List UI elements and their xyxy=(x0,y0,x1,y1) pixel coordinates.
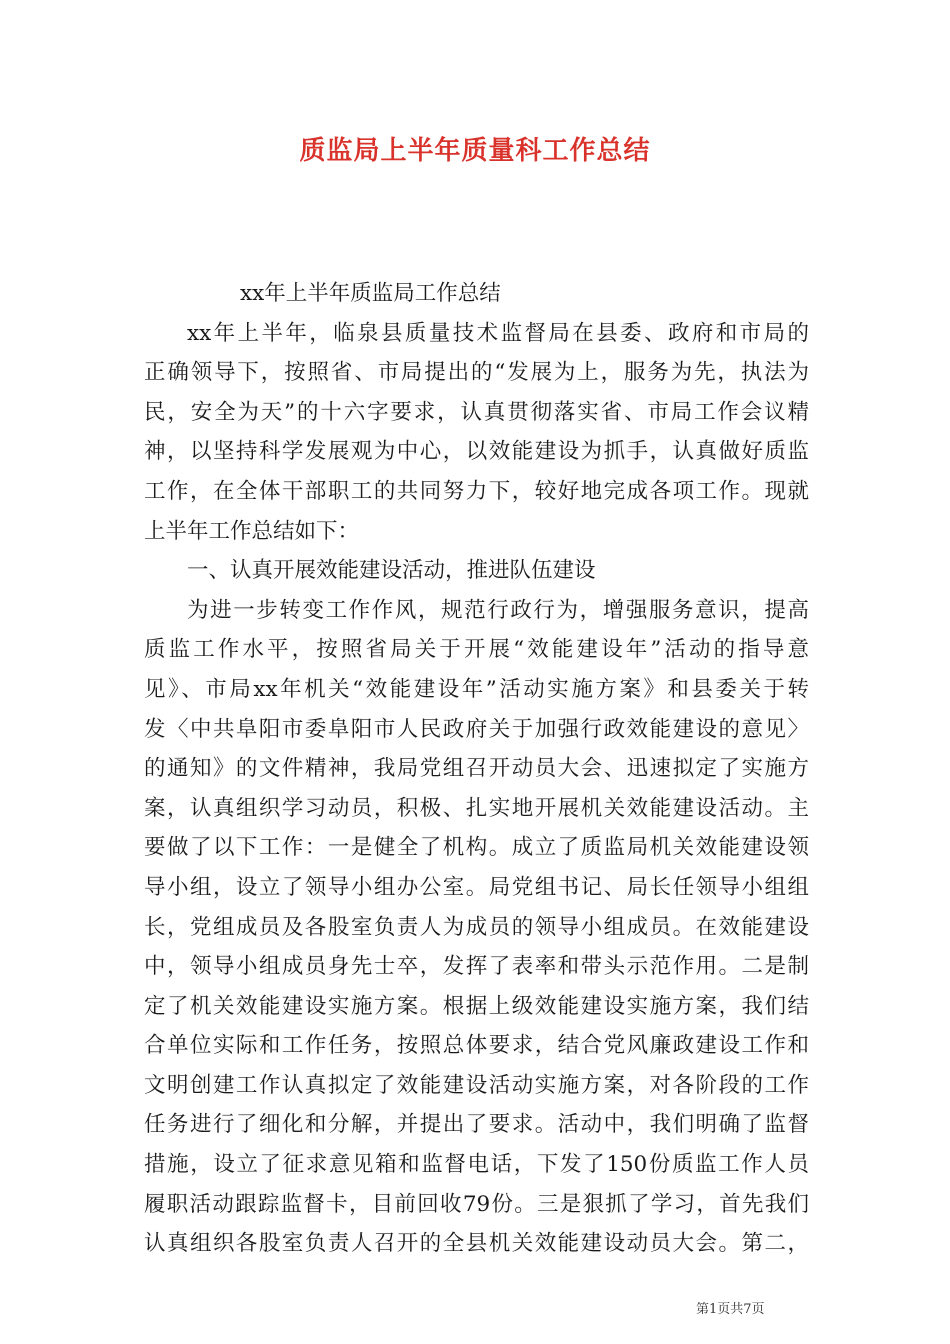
document-body xyxy=(144,274,809,1264)
paragraph-line: 工作，在全体干部职工的共同努力下，较好地完成各项工作。现就 xyxy=(144,478,809,504)
paragraph-line: 质监工作水平，按照省局关于开展“效能建设年”活动的指导意 xyxy=(144,637,809,663)
paragraph-line: 认真组织各股室负责人召开的全县机关效能建设动员大会。第二， xyxy=(144,1231,809,1257)
paragraph-line: 的通知》的文件精神，我局党组召开动员大会、迅速拟定了实施方 xyxy=(144,756,809,782)
paragraph-line: 民，安全为天”的十六字要求，认真贯彻落实省、市局工作会议精 xyxy=(144,399,809,425)
paragraph-line: 为进一步转变工作作风，规范行政行为，增强服务意识，提高 xyxy=(187,597,809,623)
paragraph-line: 定了机关效能建设实施方案。根据上级效能建设实施方案，我们结 xyxy=(144,993,809,1019)
paragraph-line: 履职活动跟踪监督卡，目前回收79份。三是狠抓了学习，首先我们 xyxy=(144,1191,809,1217)
paragraph-line: 长，党组成员及各股室负责人为成员的领导小组成员。在效能建设 xyxy=(144,914,809,940)
paragraph-line: 文明创建工作认真拟定了效能建设活动实施方案，对各阶段的工作 xyxy=(144,1072,809,1098)
paragraph-line: 要做了以下工作：一是健全了机构。成立了质监局机关效能建设领 xyxy=(144,835,809,861)
paragraph-line: 中，领导小组成员身先士卒，发挥了表率和带头示范作用。二是制 xyxy=(144,954,809,980)
section-heading: 一、认真开展效能建设活动，推进队伍建设 xyxy=(187,558,596,584)
paragraph-line: xx年上半年，临泉县质量技术监督局在县委、政府和市局的 xyxy=(187,320,809,346)
paragraph-line: 神，以坚持科学发展观为中心，以效能建设为抓手，认真做好质监 xyxy=(144,439,809,465)
paragraph-line: 合单位实际和工作任务，按照总体要求，结合党风廉政建设工作和 xyxy=(144,1033,809,1059)
paragraph-line: 上半年工作总结如下： xyxy=(144,518,360,544)
paragraph-line: 正确领导下，按照省、市局提出的“发展为上，服务为先，执法为 xyxy=(144,360,809,386)
paragraph-line: 案，认真组织学习动员，积极、扎实地开展机关效能建设活动。主 xyxy=(144,795,809,821)
page-number: 第1页共7页 xyxy=(696,1302,765,1317)
paragraph-line: 发〈中共阜阳市委阜阳市人民政府关于加强行政效能建设的意见〉 xyxy=(144,716,809,742)
paragraph-line: 措施，设立了征求意见箱和监督电话，下发了150份质监工作人员 xyxy=(144,1152,809,1178)
paragraph-line: 导小组，设立了领导小组办公室。局党组书记、局长任领导小组组 xyxy=(144,874,809,900)
subtitle-line: xx年上半年质监局工作总结 xyxy=(240,281,501,306)
paragraph-line: 任务进行了细化和分解，并提出了要求。活动中，我们明确了监督 xyxy=(144,1112,809,1138)
paragraph-line: 见》、市局xx年机关“效能建设年”活动实施方案》和县委关于转 xyxy=(144,676,809,702)
document-title: 质监局上半年质量科工作总结 xyxy=(299,136,651,166)
